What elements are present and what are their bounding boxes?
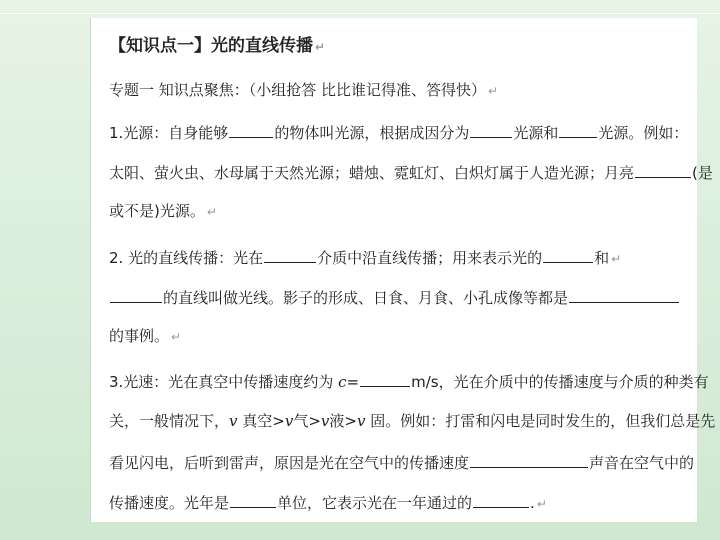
item2-line3 [109, 326, 181, 347]
item1-line1 [109, 121, 688, 143]
blank [470, 451, 588, 468]
item3-text-line3a: 看见闪电，后听到雷声，原因是光在空气中的传播速度 [109, 454, 470, 472]
return-mark: ↵ [488, 84, 499, 98]
item3-text-line2a: 关，一般情况下， [109, 412, 230, 430]
item1-text-c: 光源和 [513, 124, 559, 142]
speed-symbol-v: v [284, 412, 294, 430]
blank [230, 491, 276, 508]
item3-text-a: 3.光速：光在真空中传播速度约为 [109, 373, 339, 391]
return-mark: ↵ [171, 330, 182, 344]
blank [229, 121, 273, 138]
blank [473, 491, 529, 508]
blank [264, 246, 316, 263]
item3-text-b: ，光在介质中的传播速度与介质的种类有 [438, 373, 709, 391]
item2-text-c: 和 [594, 249, 610, 267]
equals-sign: = [346, 373, 360, 391]
item2-text-line2a: 的直线叫做光线。影子的形成、日食、月食、小孔成像等都是 [163, 289, 569, 307]
item1-text-b: 的物体叫光源，根据成因分为 [274, 124, 470, 142]
return-mark: ↵ [315, 40, 326, 54]
topic-line [109, 80, 498, 101]
item1-line2 [109, 161, 713, 183]
vacuum-text: 真空> [237, 412, 285, 430]
blank [635, 161, 691, 178]
item3-line4 [109, 491, 547, 514]
page-title [109, 36, 325, 57]
liquid-text: 液> [329, 412, 357, 430]
item3-text-line4a: 传播速度。光年是 [109, 494, 230, 512]
item2-line2 [109, 286, 680, 308]
item2-text-line3: 的事例。 [109, 327, 170, 345]
blank [543, 246, 593, 263]
item1-line3 [109, 201, 217, 222]
return-mark: ↵ [536, 497, 547, 511]
item3-line1 [109, 370, 709, 392]
blank [110, 286, 162, 303]
blank [569, 286, 679, 303]
item1-text-line2b: (是 [692, 164, 713, 182]
item3-line3 [109, 451, 694, 473]
unit-text: m/s [411, 373, 439, 391]
gas-text: 气> [293, 412, 321, 430]
speed-symbol-v: v [320, 412, 330, 430]
item1-text-a: 1.光源：自身能够 [109, 124, 229, 142]
blank [559, 121, 597, 138]
item3-text-line3b: 声音在空气中的 [589, 454, 695, 472]
item3-line2 [109, 411, 715, 431]
blank [470, 121, 512, 138]
title-text: 【知识点一】光的直线传播 [109, 36, 313, 56]
item1-text-d: 光源。例如： [598, 124, 689, 142]
blank [360, 370, 410, 387]
item2-text-b: 介质中沿直线传播；用来表示光的 [317, 249, 543, 267]
item1-text-line3: 或不是)光源。 [109, 202, 205, 220]
return-mark: ↵ [611, 252, 622, 266]
item2-text-a: 2. 光的直线传播：光在 [109, 249, 264, 267]
topic-text: 专题一 知识点聚焦：（小组抢答 比比谁记得准、答得快） [109, 81, 487, 99]
speed-symbol-c: c [338, 373, 347, 391]
decorative-line [0, 13, 720, 14]
solid-text: 固。例如：打雷和闪电是同时发生的，但我们总是先 [365, 412, 716, 430]
return-mark: ↵ [206, 205, 217, 219]
document-page [90, 18, 716, 522]
item2-line1 [109, 246, 621, 269]
speed-symbol-v: v [356, 412, 366, 430]
item1-text-line2a: 太阳、萤火虫、水母属于天然光源；蜡烛、霓虹灯、白炽灯属于人造光源；月亮 [109, 164, 635, 182]
item3-text-line4c: . [530, 494, 535, 512]
item3-text-line4b: 单位，它表示光在一年通过的 [277, 494, 473, 512]
speed-symbol-v: v [229, 412, 238, 430]
